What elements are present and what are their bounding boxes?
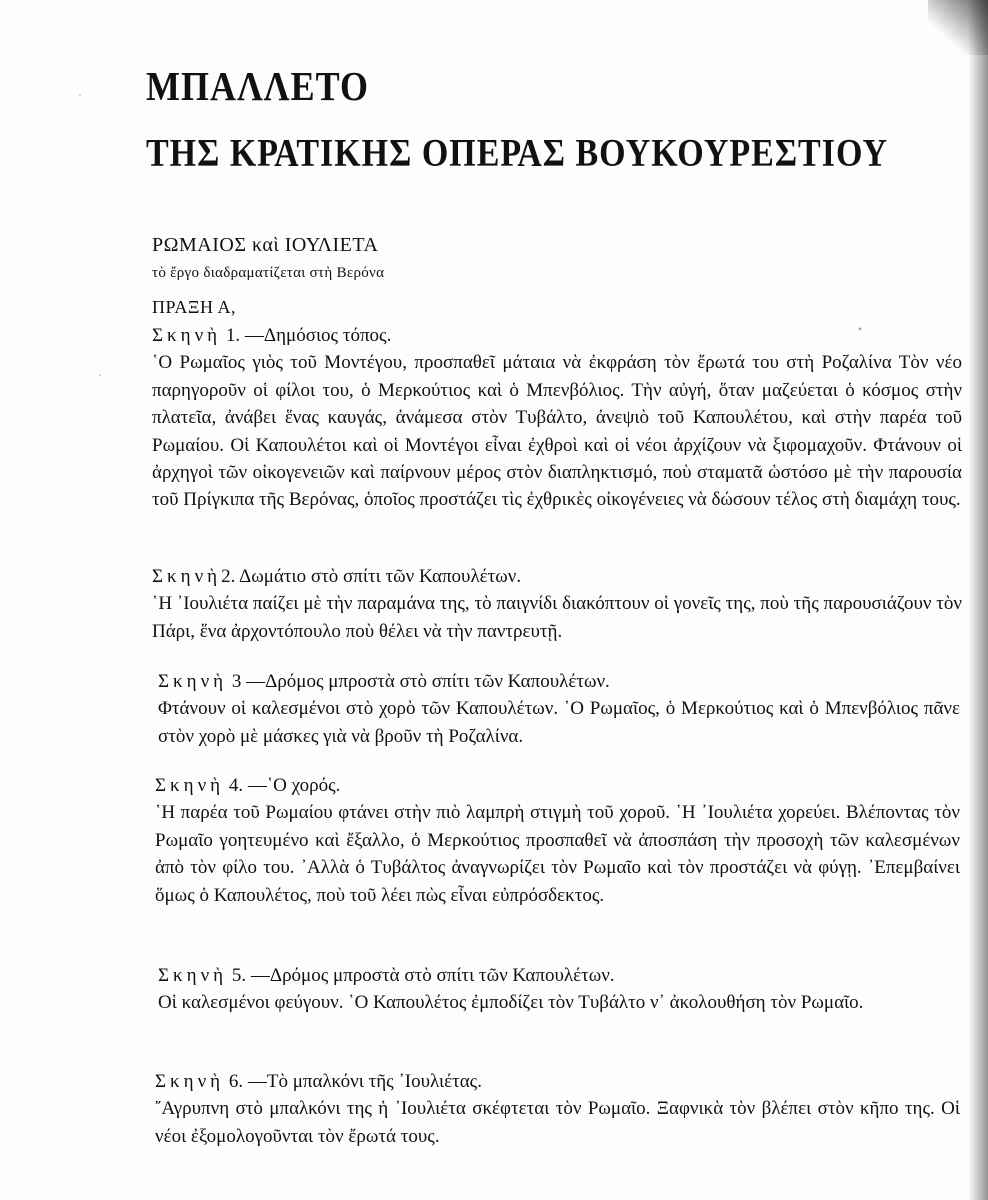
scene-description: ῾Η παρέα τοῦ Ρωμαίου φτάνει στὴν πιὸ λαμπρὴ στιγμὴ τοῦ χοροῦ. ῾Η ᾿Ιουλιέτα χορεύει. Βλέποντας τὸν Ρωμαῖο γοητευμένο καὶ ἔξαλλο, ὁ Μερκούτιος προσπαθεῖ νὰ ἀποσπάση τὴν προσοχὴ τῶν καλεσμένων ἀπὸ τὸν φίλο του. ᾿Αλλὰ ὁ Τυβάλτος ἀναγνωρίζει τὸν Ρωμαῖο καὶ τὸν προστάζει νὰ φύγῃ. ᾿Επεμβαίνει ὅμως ὁ Καπουλέτος, ποὺ τοῦ λέει πὼς εἶναι εὐπρόσδεκτος. [155, 802, 960, 906]
scene-label: Σκηνὴ [158, 965, 228, 986]
scene-description: ῾Η ᾿Ιουλιέτα παίζει μὲ τὴν παραμάνα της, τὸ παιγνίδι διακόπτουν οἱ γονεῖς της, ποὺ τῆς παρουσιάζουν τὸν Πάρι, ἕνα ἀρχοντόπουλο ποὺ θέλει νὰ τὴν παντρευτῇ. [152, 593, 962, 642]
setting-line: τὸ ἔργο διαδραματίζεται στὴ Βερόνα [152, 265, 385, 281]
scene-2 [152, 563, 962, 645]
scene-title: 4. —῾Ο χορός. [224, 775, 341, 796]
scene-heading [152, 563, 962, 590]
scene-title: 1. —Δημόσιος τόπος. [221, 325, 392, 346]
act-heading: ΠΡΑΞΗ Α, [152, 297, 236, 317]
scene-label: Σκηνὴ [158, 671, 228, 692]
scene-label: Σκηνὴ [152, 566, 222, 587]
page-subtitle: ΤΗΣ ΚΡΑΤΙΚΗΣ ΟΠΕΡΑΣ ΒΟΥΚΟΥΡΕΣΤΙΟΥ [146, 132, 889, 175]
scene-label: Σκηνὴ [155, 1071, 225, 1092]
scene-heading [155, 772, 960, 799]
scene-label: Σκηνὴ [155, 775, 225, 796]
scene-title: 5. —Δρόμος μπροστὰ στὸ σπίτι τῶν Καπουλέτων. [227, 965, 615, 986]
page-corner-shadow [928, 0, 988, 55]
scene-5 [158, 962, 960, 1017]
scan-speck: · [98, 368, 102, 382]
scene-heading [158, 668, 960, 695]
scene-description: Φτάνουν οἱ καλεσμένοι στὸ χορὸ τῶν Καπουλέτων. ῾Ο Ρωμαῖος, ὁ Μερκούτιος καὶ ὁ Μπενβόλιος πᾶνε στὸν χορὸ μὲ μάσκες γιὰ νὰ βροῦν τὴ Ροζαλίνα. [158, 698, 960, 747]
scene-heading [158, 962, 960, 989]
scene-label: Σκηνὴ [152, 325, 222, 346]
scene-heading [155, 1068, 960, 1095]
scene-6 [155, 1068, 960, 1150]
scene-title: 2. Δωμάτιο στὸ σπίτι τῶν Καπουλέτων. [221, 566, 522, 587]
scene-title: 6. —Τὸ μπαλκόνι τῆς ᾿Ιουλιέτας. [224, 1071, 482, 1092]
work-title: ΡΩΜΑΙΟΣ καὶ ΙΟΥΛΙΕΤΑ [152, 234, 379, 256]
scene-4 [155, 772, 960, 909]
page-title: ΜΠΑΛΛΕΤΟ [146, 63, 369, 110]
scene-3 [158, 668, 960, 750]
scene-title: 3 —Δρόμος μπροστὰ στὸ σπίτι τῶν Καπουλέτων. [227, 671, 610, 692]
scene-heading [152, 322, 962, 349]
scene-1 [152, 322, 962, 514]
page-edge-shadow [968, 0, 988, 1200]
scan-speck: • [858, 322, 863, 336]
scan-speck: · [78, 88, 82, 102]
scene-description: ῾Ο Ρωμαῖος γιὸς τοῦ Μοντέγου, προσπαθεῖ μάταια νὰ ἐκφράση τὸν ἔρωτά του στὴ Ροζαλίνα Τὸν νέο παρηγοροῦν οἱ φίλοι του, ὁ Μερκούτιος καὶ ὁ Μπενβόλιος. Τὴν αὐγή, ὅταν μαζεύεται ὁ κόσμος στὴν πλατεῖα, ἀνάβει ἕνας καυγάς, ἀνάμεσα στὸν Τυβάλτο, ἀνεψιὸ τοῦ Καπουλέτου, καὶ στὴν παρέα τοῦ Ρωμαίου. Οἱ Καπουλέτοι καὶ οἱ Μοντέγοι εἶναι ἐχθροὶ καὶ οἱ νέοι ἀρχίζουν νὰ ξιφομαχοῦν. Φτάνουν οἱ ἀρχηγοὶ τῶν οἰκογενειῶν καὶ παίρνουν μέρος στὸν διαπληκτισμό, ποὺ σταματᾶ ὡστόσο μὲ τὴν παρουσία τοῦ Πρίγκιπα τῆς Βερόνας, ὁποῖος προστάζει τὶς ἐχθρικὲς οἰκογένειες νὰ δώσουν τέλος στὴ διαμάχη τους. [152, 352, 962, 511]
scene-description: Οἱ καλεσμένοι φεύγουν. ῾Ο Καπουλέτος ἐμποδίζει τὸν Τυβάλτο ν᾿ ἀκολουθήση τὸν Ρωμαῖο. [158, 992, 864, 1014]
scene-description: ῎Αγρυπνη στὸ μπαλκόνι της ἡ ᾿Ιουλιέτα σκέφτεται τὸν Ρωμαῖο. Ξαφνικὰ τὸν βλέπει στὸν κῆπο της. Οἱ νέοι ἐξομολογοῦνται τὸν ἔρωτά τους. [155, 1098, 960, 1147]
